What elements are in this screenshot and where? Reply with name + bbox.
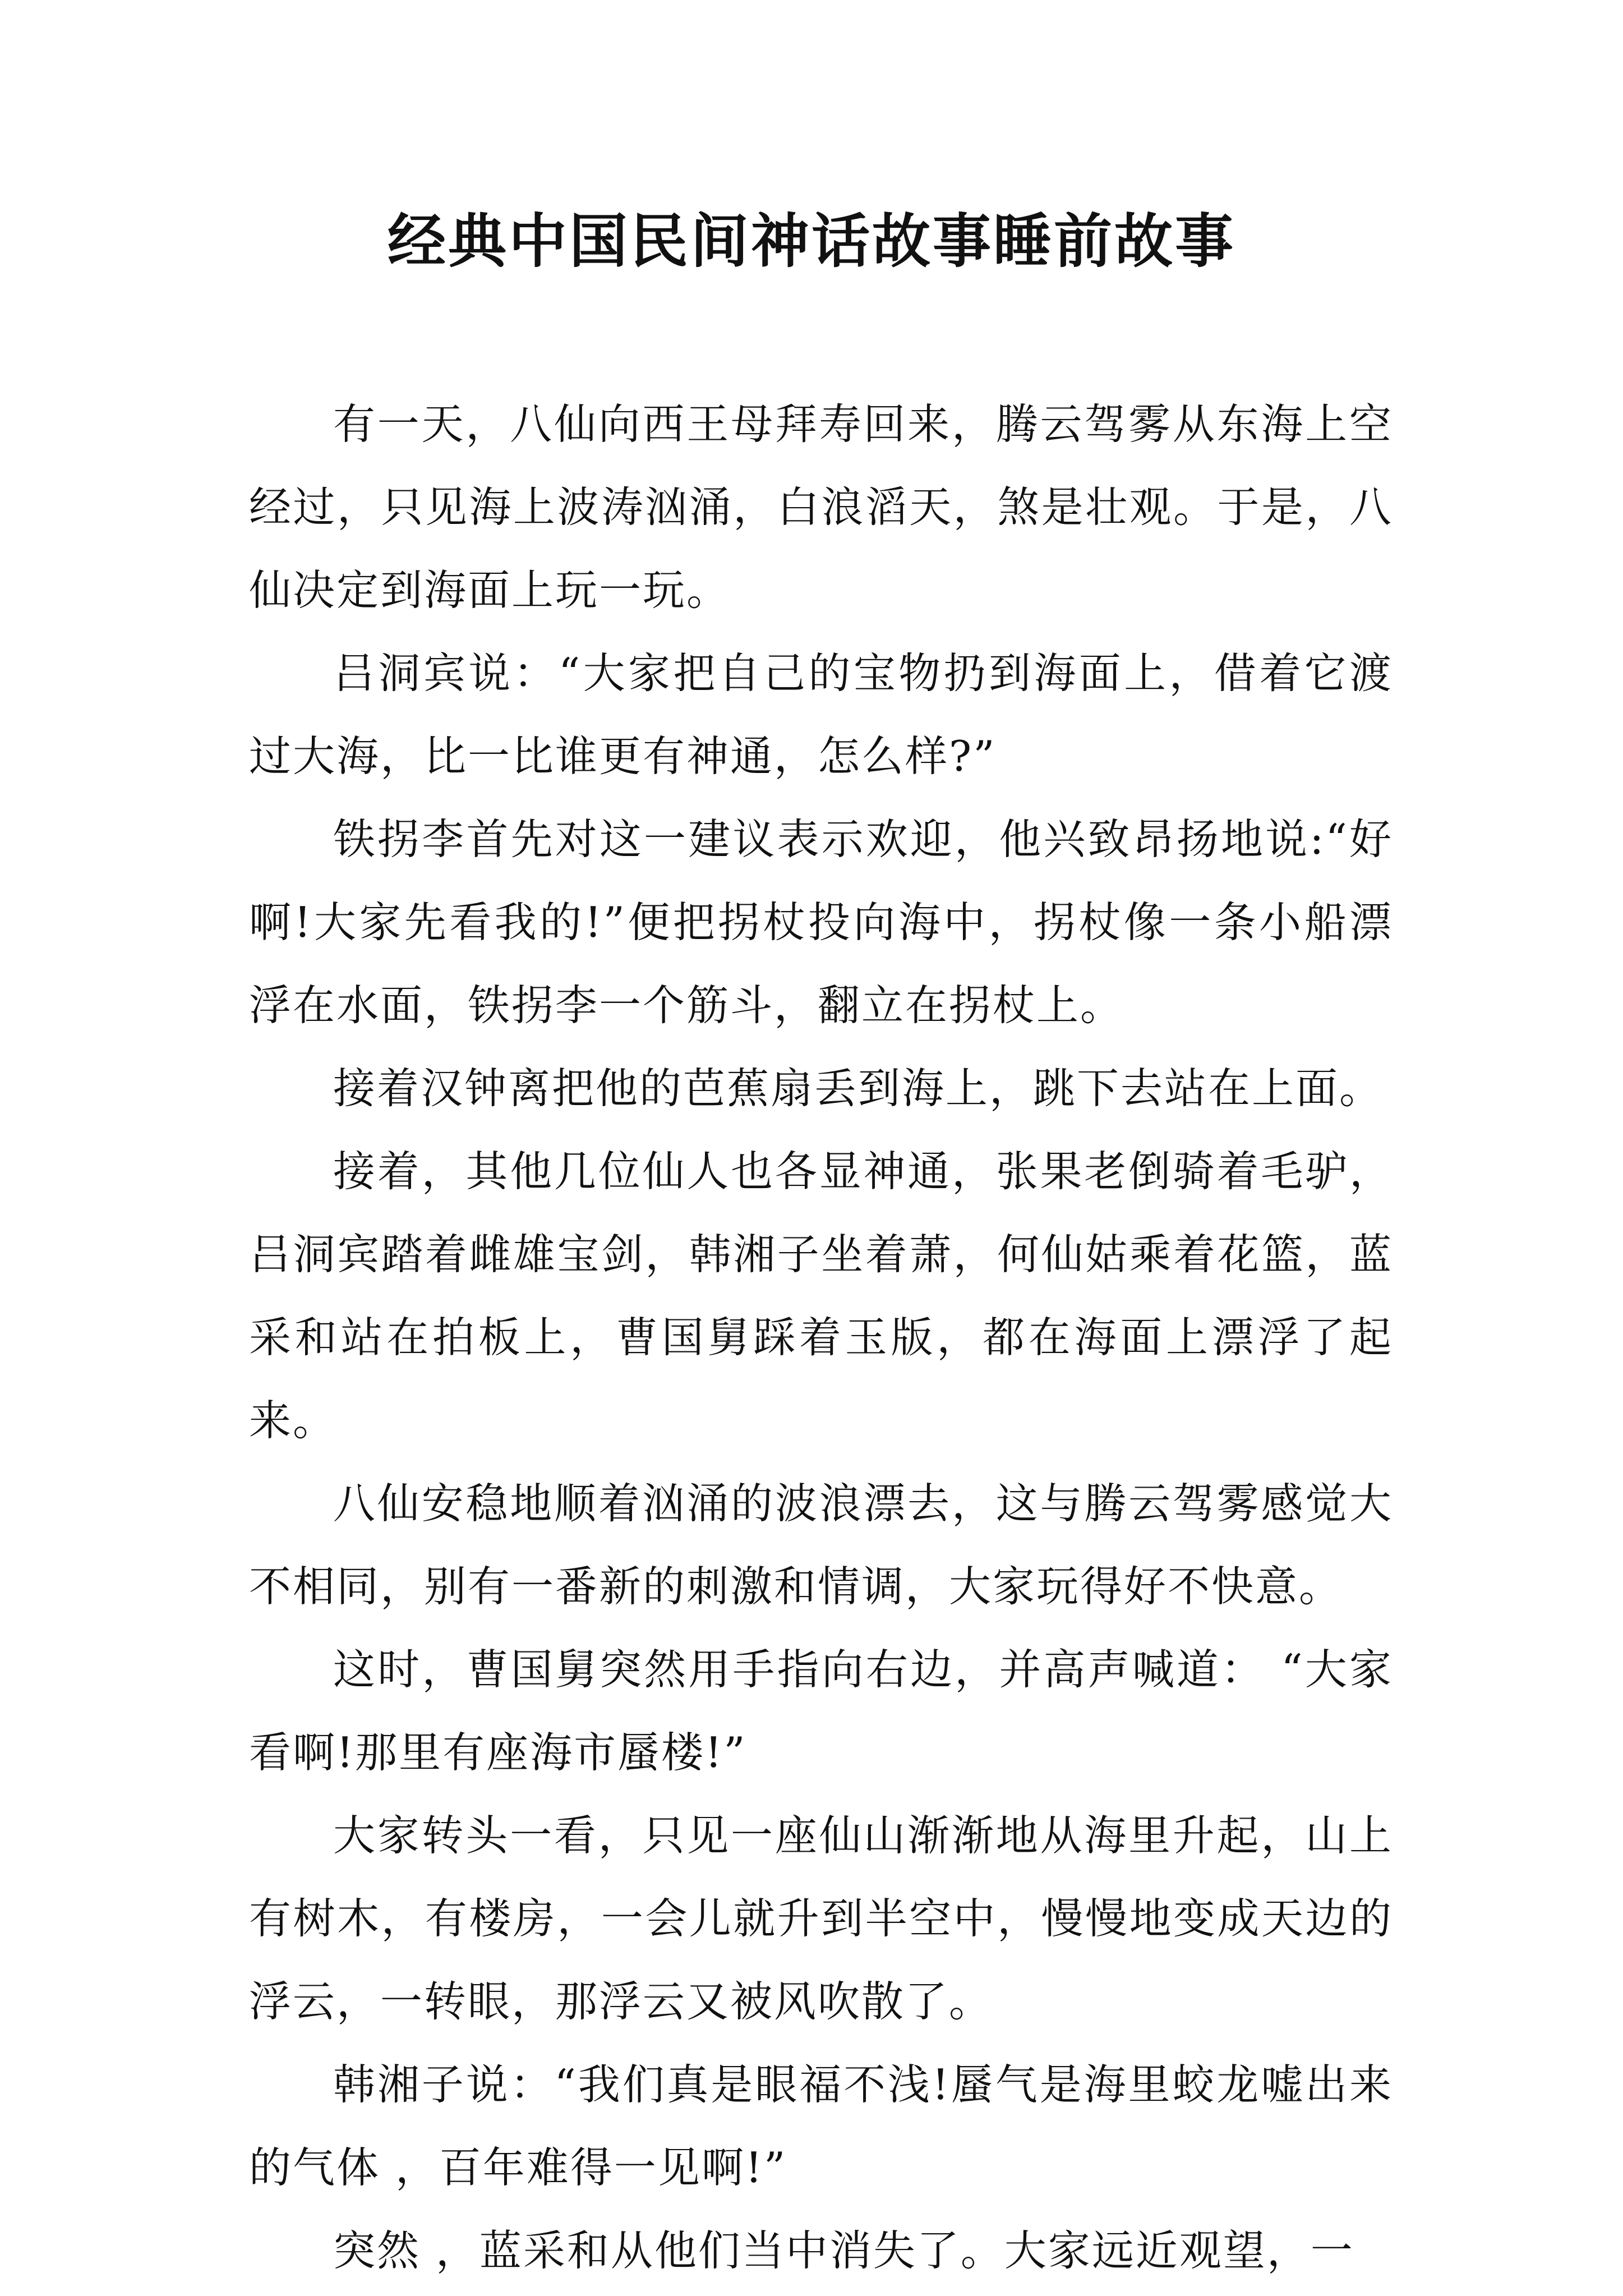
document-body (249, 383, 1393, 2292)
paragraph: 韩湘子说：“我们真是眼福不浅!蜃气是海里蛟龙嘘出来的气体 ，百年难得一见啊!” (249, 2060, 1393, 2192)
paragraph: 接着汉钟离把他的芭蕉扇丢到海上，跳下去站在上面。 (333, 1064, 1384, 1113)
paragraph: 有一天，八仙向西王母拜寿回来，腾云驾雾从东海上空经过，只见海上波涛汹涌，白浪滔天，煞是壮观。于是，八仙决定到海面上玩一玩。 (249, 399, 1393, 615)
paragraph: 八仙安稳地顺着汹涌的波浪漂去，这与腾云驾雾感觉大不相同，别有一番新的刺激和情调，大家玩得好不快意。 (249, 1479, 1393, 1611)
document-title: 经典中国民间神话故事睡前故事 (387, 206, 1235, 275)
paragraph: 突然 ，蓝采和从他们当中消失了。大家远近观望，一 (333, 2226, 1354, 2275)
paragraph: 吕洞宾说：“大家把自己的宝物扔到海面上，借着它渡过大海，比一比谁更有神通，怎么样?” (249, 648, 1393, 781)
paragraph: 铁拐李首先对这一建议表示欢迎，他兴致昂扬地说:“好啊!大家先看我的!”便把拐杖投向海中，拐杖像一条小船漂浮在水面，铁拐李一个筋斗，翻立在拐杖上。 (249, 815, 1393, 1030)
paragraph: 这时，曹国舅突然用手指向右边，并高声喊道： “大家看啊!那里有座海市蜃楼!” (249, 1645, 1393, 1777)
paragraph: 接着，其他几位仙人也各显神通，张果老倒骑着毛驴，吕洞宾踏着雌雄宝剑，韩湘子坐着萧，何仙姑乘着花篮，蓝采和站在拍板上，曹国舅踩着玉版，都在海面上漂浮了起来。 (249, 1147, 1393, 1445)
paragraph: 大家转头一看，只见一座仙山渐渐地从海里升起，山上有树木，有楼房，一会儿就升到半空中，慢慢地变成天边的浮云，一转眼，那浮云又被风吹散了。 (249, 1811, 1393, 2026)
